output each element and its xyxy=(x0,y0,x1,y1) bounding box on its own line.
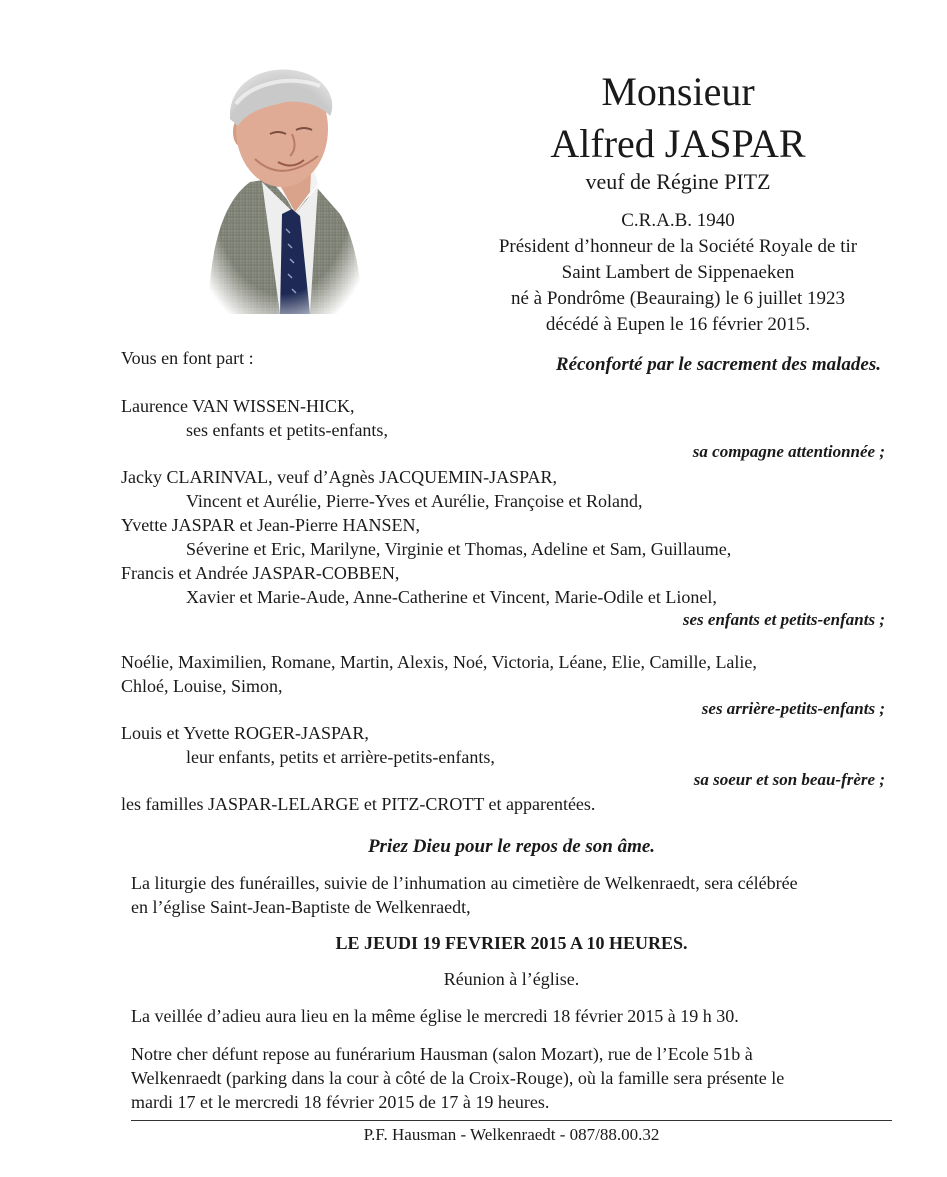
family-line: Francis et Andrée JASPAR-COBBEN, xyxy=(121,563,400,583)
family-line: Noélie, Maximilien, Romane, Martin, Alexis, Noé, Victoria, Léane, Elie, Camille, Lalie, xyxy=(121,652,757,672)
family-line: Laurence VAN WISSEN-HICK, xyxy=(121,396,355,416)
sacrament-line: Réconforté par le sacrement des malades. xyxy=(555,354,881,375)
vigil-line: La veillée d’adieu aura lieu en la même église le mercredi 18 février 2015 à 19 h 30. xyxy=(131,1006,739,1026)
funeral-date-line: LE JEUDI 19 FEVRIER 2015 A 10 HEURES. xyxy=(335,933,688,953)
funerarium-line: Notre cher défunt repose au funérarium Hausman (salon Mozart), rue de l’Ecole 51b à xyxy=(131,1044,753,1064)
relationship-tag: ses enfants et petits-enfants ; xyxy=(682,610,885,629)
families-line: les familles JASPAR-LELARGE et PITZ-CROTT et apparentées. xyxy=(121,794,596,814)
family-line: Chloé, Louise, Simon, xyxy=(121,676,283,696)
honorific-title: Monsieur xyxy=(601,69,755,114)
header-info-line: décédé à Eupen le 16 février 2015. xyxy=(545,314,811,335)
funerarium-line: Welkenraedt (parking dans la cour à côté de la Croix-Rouge), où la famille sera présente le xyxy=(131,1068,785,1088)
deceased-name: Alfred JASPAR xyxy=(550,121,806,166)
family-line: Louis et Yvette ROGER-JASPAR, xyxy=(121,723,369,743)
prayer-line: Priez Dieu pour le repos de son âme. xyxy=(367,836,656,857)
footer-divider xyxy=(131,1120,892,1121)
widow-of-line: veuf de Régine PITZ xyxy=(585,169,771,194)
funerarium-line: mardi 17 et le mercredi 18 février 2015 de 17 à 19 heures. xyxy=(131,1092,550,1112)
portrait-photo xyxy=(200,64,365,314)
family-line: Xavier et Marie-Aude, Anne-Catherine et Vincent, Marie-Odile et Lionel, xyxy=(186,587,717,607)
family-line: Jacky CLARINVAL, veuf d’Agnès JACQUEMIN-JASPAR, xyxy=(121,467,557,487)
meeting-line: Réunion à l’église. xyxy=(443,969,580,989)
family-line: Vincent et Aurélie, Pierre-Yves et Aurélie, Françoise et Roland, xyxy=(186,491,643,511)
liturgy-line: La liturgie des funérailles, suivie de l’inhumation au cimetière de Welkenraedt, sera célébrée xyxy=(131,873,798,893)
header-info-line: C.R.A.B. 1940 xyxy=(621,210,735,231)
header-info-line: né à Pondrôme (Beauraing) le 6 juillet 1923 xyxy=(511,288,845,309)
liturgy-line: en l’église Saint-Jean-Baptiste de Welkenraedt, xyxy=(131,897,471,917)
header-info-line: Président d’honneur de la Société Royale de tir xyxy=(498,236,858,257)
family-line: ses enfants et petits-enfants, xyxy=(186,420,388,440)
family-line: Séverine et Eric, Marilyne, Virginie et Thomas, Adeline et Sam, Guillaume, xyxy=(186,539,732,559)
relationship-tag: sa compagne attentionnée ; xyxy=(692,442,885,461)
family-line: Yvette JASPAR et Jean-Pierre HANSEN, xyxy=(121,515,421,535)
footer-text: P.F. Hausman - Welkenraedt - 087/88.00.32 xyxy=(363,1125,660,1144)
header-info-line: Saint Lambert de Sippenaeken xyxy=(561,262,795,283)
family-line: leur enfants, petits et arrière-petits-enfants, xyxy=(186,747,495,767)
relationship-tag: ses arrière-petits-enfants ; xyxy=(701,699,885,718)
intro-text: Vous en font part : xyxy=(121,348,254,368)
relationship-tag: sa soeur et son beau-frère ; xyxy=(693,770,885,789)
